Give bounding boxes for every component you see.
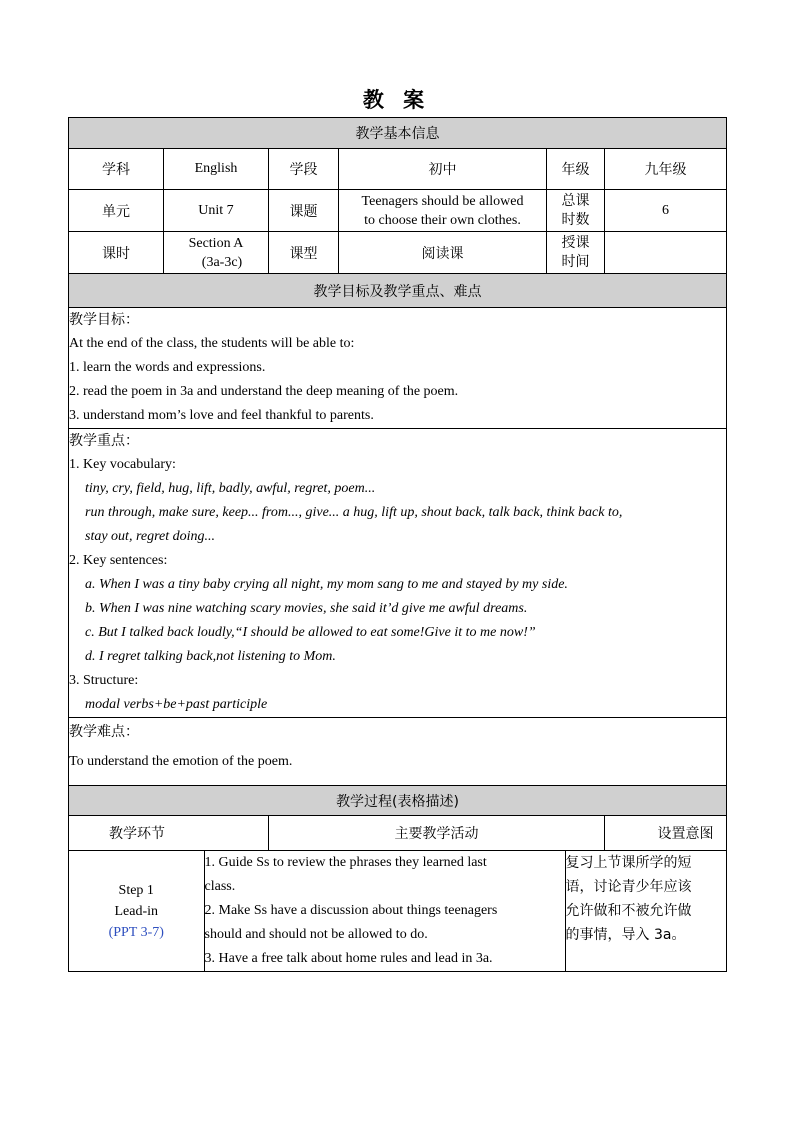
key-sentence: d. I regret talking back,not listening to Mom.	[85, 649, 336, 664]
grade-label: 年级	[547, 149, 605, 190]
activity-line: 1. Guide Ss to review the phrases they learned last	[204, 855, 487, 870]
goal-item: 1. learn the words and expressions.	[69, 360, 266, 375]
page-title: 教 案	[362, 88, 431, 112]
activity-line: class.	[204, 879, 236, 894]
stage-label: 学段	[269, 149, 339, 190]
vocab-phrases-cont: stay out, regret doing...	[85, 529, 216, 544]
col-activity-header	[269, 816, 605, 851]
grade-value: 九年级	[605, 149, 727, 190]
goal-title: 教学目标：	[69, 312, 139, 328]
step-1-cell	[69, 851, 204, 971]
class-time-label-2: 时间	[561, 253, 590, 270]
key-sentence: c. But I talked back loudly,“I should be allowed to eat some!Give it to me now!”	[85, 625, 536, 640]
objectives-header: 教学目标及教学重点、难点	[69, 274, 727, 308]
purpose-line: 的事情，导入 3a。	[565, 927, 686, 943]
basic-info-header: 教学基本信息	[69, 118, 727, 149]
unit-label: 单元	[69, 190, 164, 232]
subject-value: English	[164, 149, 269, 190]
sentences-title: 2. Key sentences:	[69, 553, 168, 568]
col-step-header: 教学环节	[69, 816, 269, 851]
step-1-name: Step 1	[118, 882, 154, 898]
total-hours-value: 6	[605, 190, 727, 232]
total-hours-label	[547, 190, 605, 232]
key-points-title: 教学重点：	[69, 433, 139, 449]
vocab-words: tiny, cry, field, hug, lift, badly, awful, regret, poem...	[85, 481, 376, 496]
difficulty-text: To understand the emotion of the poem.	[69, 754, 293, 769]
step-1-purpose	[565, 851, 726, 971]
type-value: 阅读课	[339, 232, 547, 274]
key-sentence: b. When I was nine watching scary movies, she said it’d give me awful dreams.	[85, 601, 528, 616]
goal-item: 2. read the poem in 3a and understand the deep meaning of the poem.	[69, 384, 459, 399]
key-sentence: a. When I was a tiny baby crying all night, my mom sang to me and stayed by my side.	[85, 577, 568, 592]
goal-item: 3. understand mom’s love and feel thankful to parents.	[69, 408, 374, 423]
purpose-line: 允许做和不被允许做	[565, 903, 692, 919]
total-hours-label-1: 总课	[561, 192, 590, 209]
step-1-activities	[204, 851, 565, 971]
vocab-title: 1. Key vocabulary:	[69, 457, 176, 472]
activity-line: 3. Have a free talk about home rules and lead in 3a.	[204, 951, 493, 966]
class-time-value	[605, 232, 727, 274]
structure-value: modal verbs+be+past participle	[85, 697, 268, 712]
period-line-1: Section A	[188, 235, 244, 251]
objectives-cell	[69, 308, 727, 429]
key-points-cell	[69, 429, 727, 718]
topic-line-1: Teenagers should be allowed	[361, 193, 524, 209]
subject-label: 学科	[69, 149, 164, 190]
lesson-plan-table	[68, 117, 727, 972]
stage-value: 初中	[339, 149, 547, 190]
structure-title: 3. Structure:	[69, 673, 139, 688]
col-purpose-header: 设置意图	[605, 816, 727, 851]
total-hours-label-2: 时数	[561, 211, 590, 228]
difficulty-title: 教学难点：	[69, 724, 139, 740]
difficulty-cell	[69, 718, 727, 786]
purpose-line: 复习上节课所学的短	[565, 855, 692, 871]
step-1-inner	[69, 851, 726, 971]
vocab-phrases: run through, make sure, keep... from..., give... a hug, lift up, shout back, talk back, think back to,	[85, 505, 623, 520]
activity-line: 2. Make Ss have a discussion about things teenagers	[204, 903, 498, 918]
period-label: 课时	[69, 232, 164, 274]
class-time-label-1: 授课	[561, 234, 590, 251]
col-activity-label: 主要教学活动	[394, 826, 479, 842]
topic-label: 课题	[269, 190, 339, 232]
process-header: 教学过程(表格描述)	[69, 786, 727, 816]
unit-value: Unit 7	[164, 190, 269, 232]
class-time-label	[547, 232, 605, 274]
step-1-row	[69, 851, 727, 972]
topic-value	[339, 190, 547, 232]
purpose-line: 语，讨论青少年应该	[565, 879, 692, 895]
activity-line: should and should not be allowed to do.	[204, 927, 428, 942]
period-line-2: (3a-3c)	[201, 254, 243, 270]
type-label: 课型	[269, 232, 339, 274]
step-1-ppt: (PPT 3-7)	[108, 924, 164, 940]
step-1-subtitle: Lead-in	[114, 903, 159, 919]
topic-line-2: to choose their own clothes.	[364, 212, 521, 228]
goal-intro: At the end of the class, the students will be able to:	[69, 336, 355, 351]
period-value	[164, 232, 269, 274]
